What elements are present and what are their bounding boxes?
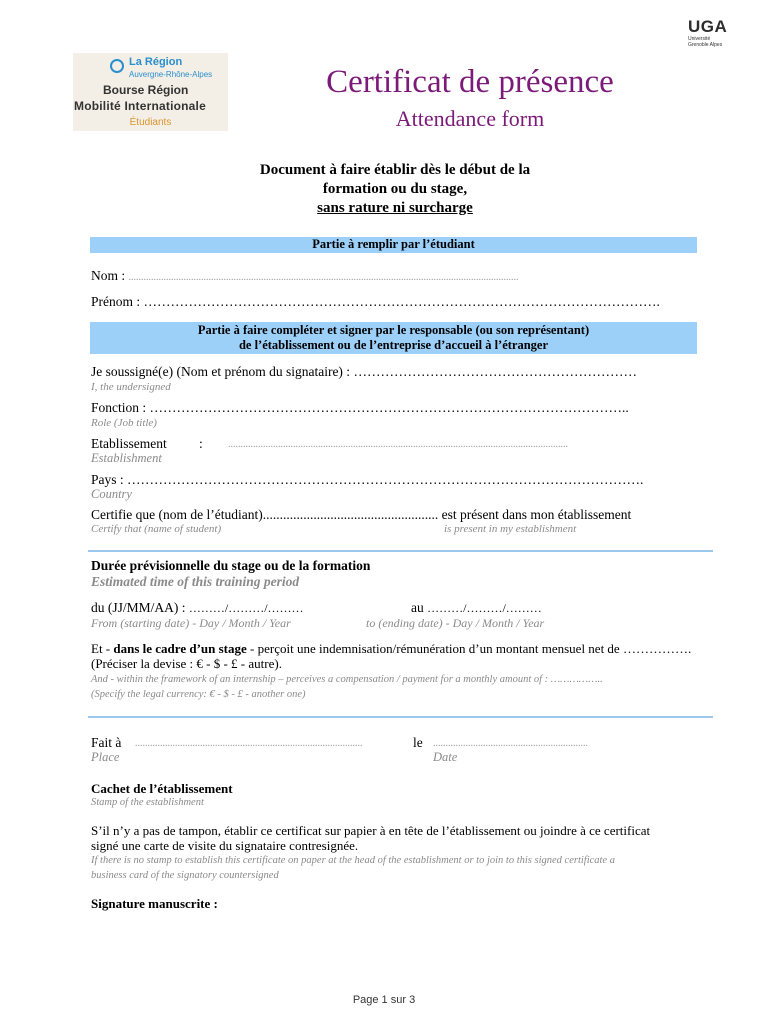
nom-label: Nom : [91,268,126,283]
uga-logo [688,18,740,48]
certify-label[interactable]: Certifie que (nom de l’étudiant).................................................... [91,507,439,522]
uga-line2: Grenoble Alpes [688,42,723,48]
stamp-heading: Cachet de l’établissement [91,781,233,796]
intro-line2: formation ou du stage, [322,181,468,197]
compensation-translation1: And - within the framework of an internship – perceives a compensation / payment for a monthly amount of : …………….. [91,674,603,685]
comp-bold: dans le cadre d’un stage [113,641,247,656]
from-translation: From (starting date) - Day / Month / Year [91,616,291,630]
country-field[interactable]: ……………………………………………………………………………………………………. [127,472,644,487]
nostamp-line1: S’il n’y a pas de tampon, établir ce certificat sur papier à en tête de l’établissement ou joindre à ce certificat [91,823,651,838]
date-translation: Date [433,750,458,764]
from-row [91,600,304,616]
place-field[interactable]: ........................................................................................... [135,738,363,749]
place-translation: Place [91,750,120,764]
certify-translation1: Certify that (name of student) [91,523,222,535]
nostamp-line2: signé une carte de visite du signataire contresignée. [91,838,359,853]
estab-label: Etablissement [91,436,167,451]
signatory-field[interactable]: ……………………………………………………… [353,364,637,379]
estab-row [91,436,167,452]
role-row [91,400,629,416]
nom-row [91,268,519,284]
place-label: Fait à [91,735,122,750]
program-line3: Étudiants [129,117,172,128]
estab-field[interactable]: ........................................................................................................................................ [228,439,568,450]
to-label: au [411,600,424,615]
estab-colon: : [199,436,203,451]
manager-section-bar [90,322,697,354]
region-logo [73,53,228,131]
signatory-row [91,364,637,380]
signature-label: Signature manuscrite : [91,896,218,911]
prenom-row [91,294,660,310]
program-line1: Bourse Région [103,83,189,97]
manager-bar-line2: de l’établissement ou de l’entreprise d’accueil à l’étranger [238,338,549,352]
prenom-label: Prénom : [91,294,141,309]
duration-heading-translation: Estimated time of this training period [91,574,300,589]
signatory-label: Je soussigné(e) (Nom et prénom du signataire) : [91,364,351,379]
uga-title: UGA [688,17,728,36]
student-section-bar: Partie à remplir par l’étudiant [90,237,697,253]
certify-translation2: is present in my establishment [444,523,577,535]
divider-1 [88,550,713,552]
to-row [411,600,542,616]
country-translation: Country [91,487,132,501]
nostamp-translation1: If there is no stamp to establish this certificate on paper at the head of the establishment or to join to this signed certificate a [91,855,615,866]
country-label: Pays : [91,472,124,487]
role-translation: Role (Job title) [91,417,157,429]
uga-line1: Université [688,36,711,42]
role-label: Fonction : [91,400,147,415]
signatory-translation: I, the undersigned [91,381,171,393]
intro-line1: Document à faire établir dès le début de la [259,162,531,178]
duration-heading: Durée prévisionnelle du stage ou de la formation [91,558,371,573]
date-field[interactable]: .............................................................. [433,738,588,749]
currency-line: (Préciser la devise : € - $ - £ - autre). [91,656,282,671]
estab-translation: Establishment [91,451,162,465]
program-line2: Mobilité Internationale [74,99,206,113]
compensation-row [91,641,691,657]
region-name: La Région [129,56,183,68]
region-mark-icon [110,59,124,73]
comp-pre: Et - [91,641,111,656]
comp-post[interactable]: - perçoit une indemnisation/rémunération d’un montant mensuel net de ……………. [250,641,692,656]
role-field[interactable]: …………………………………………………………………………………………….. [149,400,629,415]
intro-note [180,161,610,218]
stamp-translation: Stamp of the establishment [91,797,204,808]
to-translation: to (ending date) - Day / Month / Year [366,616,545,630]
intro-line3: sans rature ni surcharge [317,200,473,216]
country-row [91,472,643,488]
date-label: le [413,735,423,750]
prenom-field[interactable]: ……………………………………………………………………………………………………. [143,294,660,309]
page-subtitle: Attendance form [395,106,545,131]
certify-row [91,507,631,523]
page-number: Page 1 sur 3 [352,994,416,1006]
divider-2 [88,716,713,718]
page-title: Certificat de présence [326,64,614,100]
compensation-translation2: (Specify the legal currency: € - $ - £ - another one) [91,689,306,700]
region-sub: Auvergne-Rhône-Alpes [129,70,213,79]
to-field[interactable]: ………/………/……… [427,601,542,615]
from-label: du (JJ/MM/AA) : [91,600,186,615]
from-field[interactable]: ………/………/……… [188,601,304,615]
nostamp-translation2: business card of the signatory countersigned [91,870,279,881]
signature-area[interactable] [91,915,391,975]
nom-field[interactable]: ............................................................................................................................................................ [128,272,519,283]
manager-bar-line1: Partie à faire compléter et signer par le responsable (ou son représentant) [197,323,590,337]
certify-label2: est présent dans mon établissement [441,507,632,522]
